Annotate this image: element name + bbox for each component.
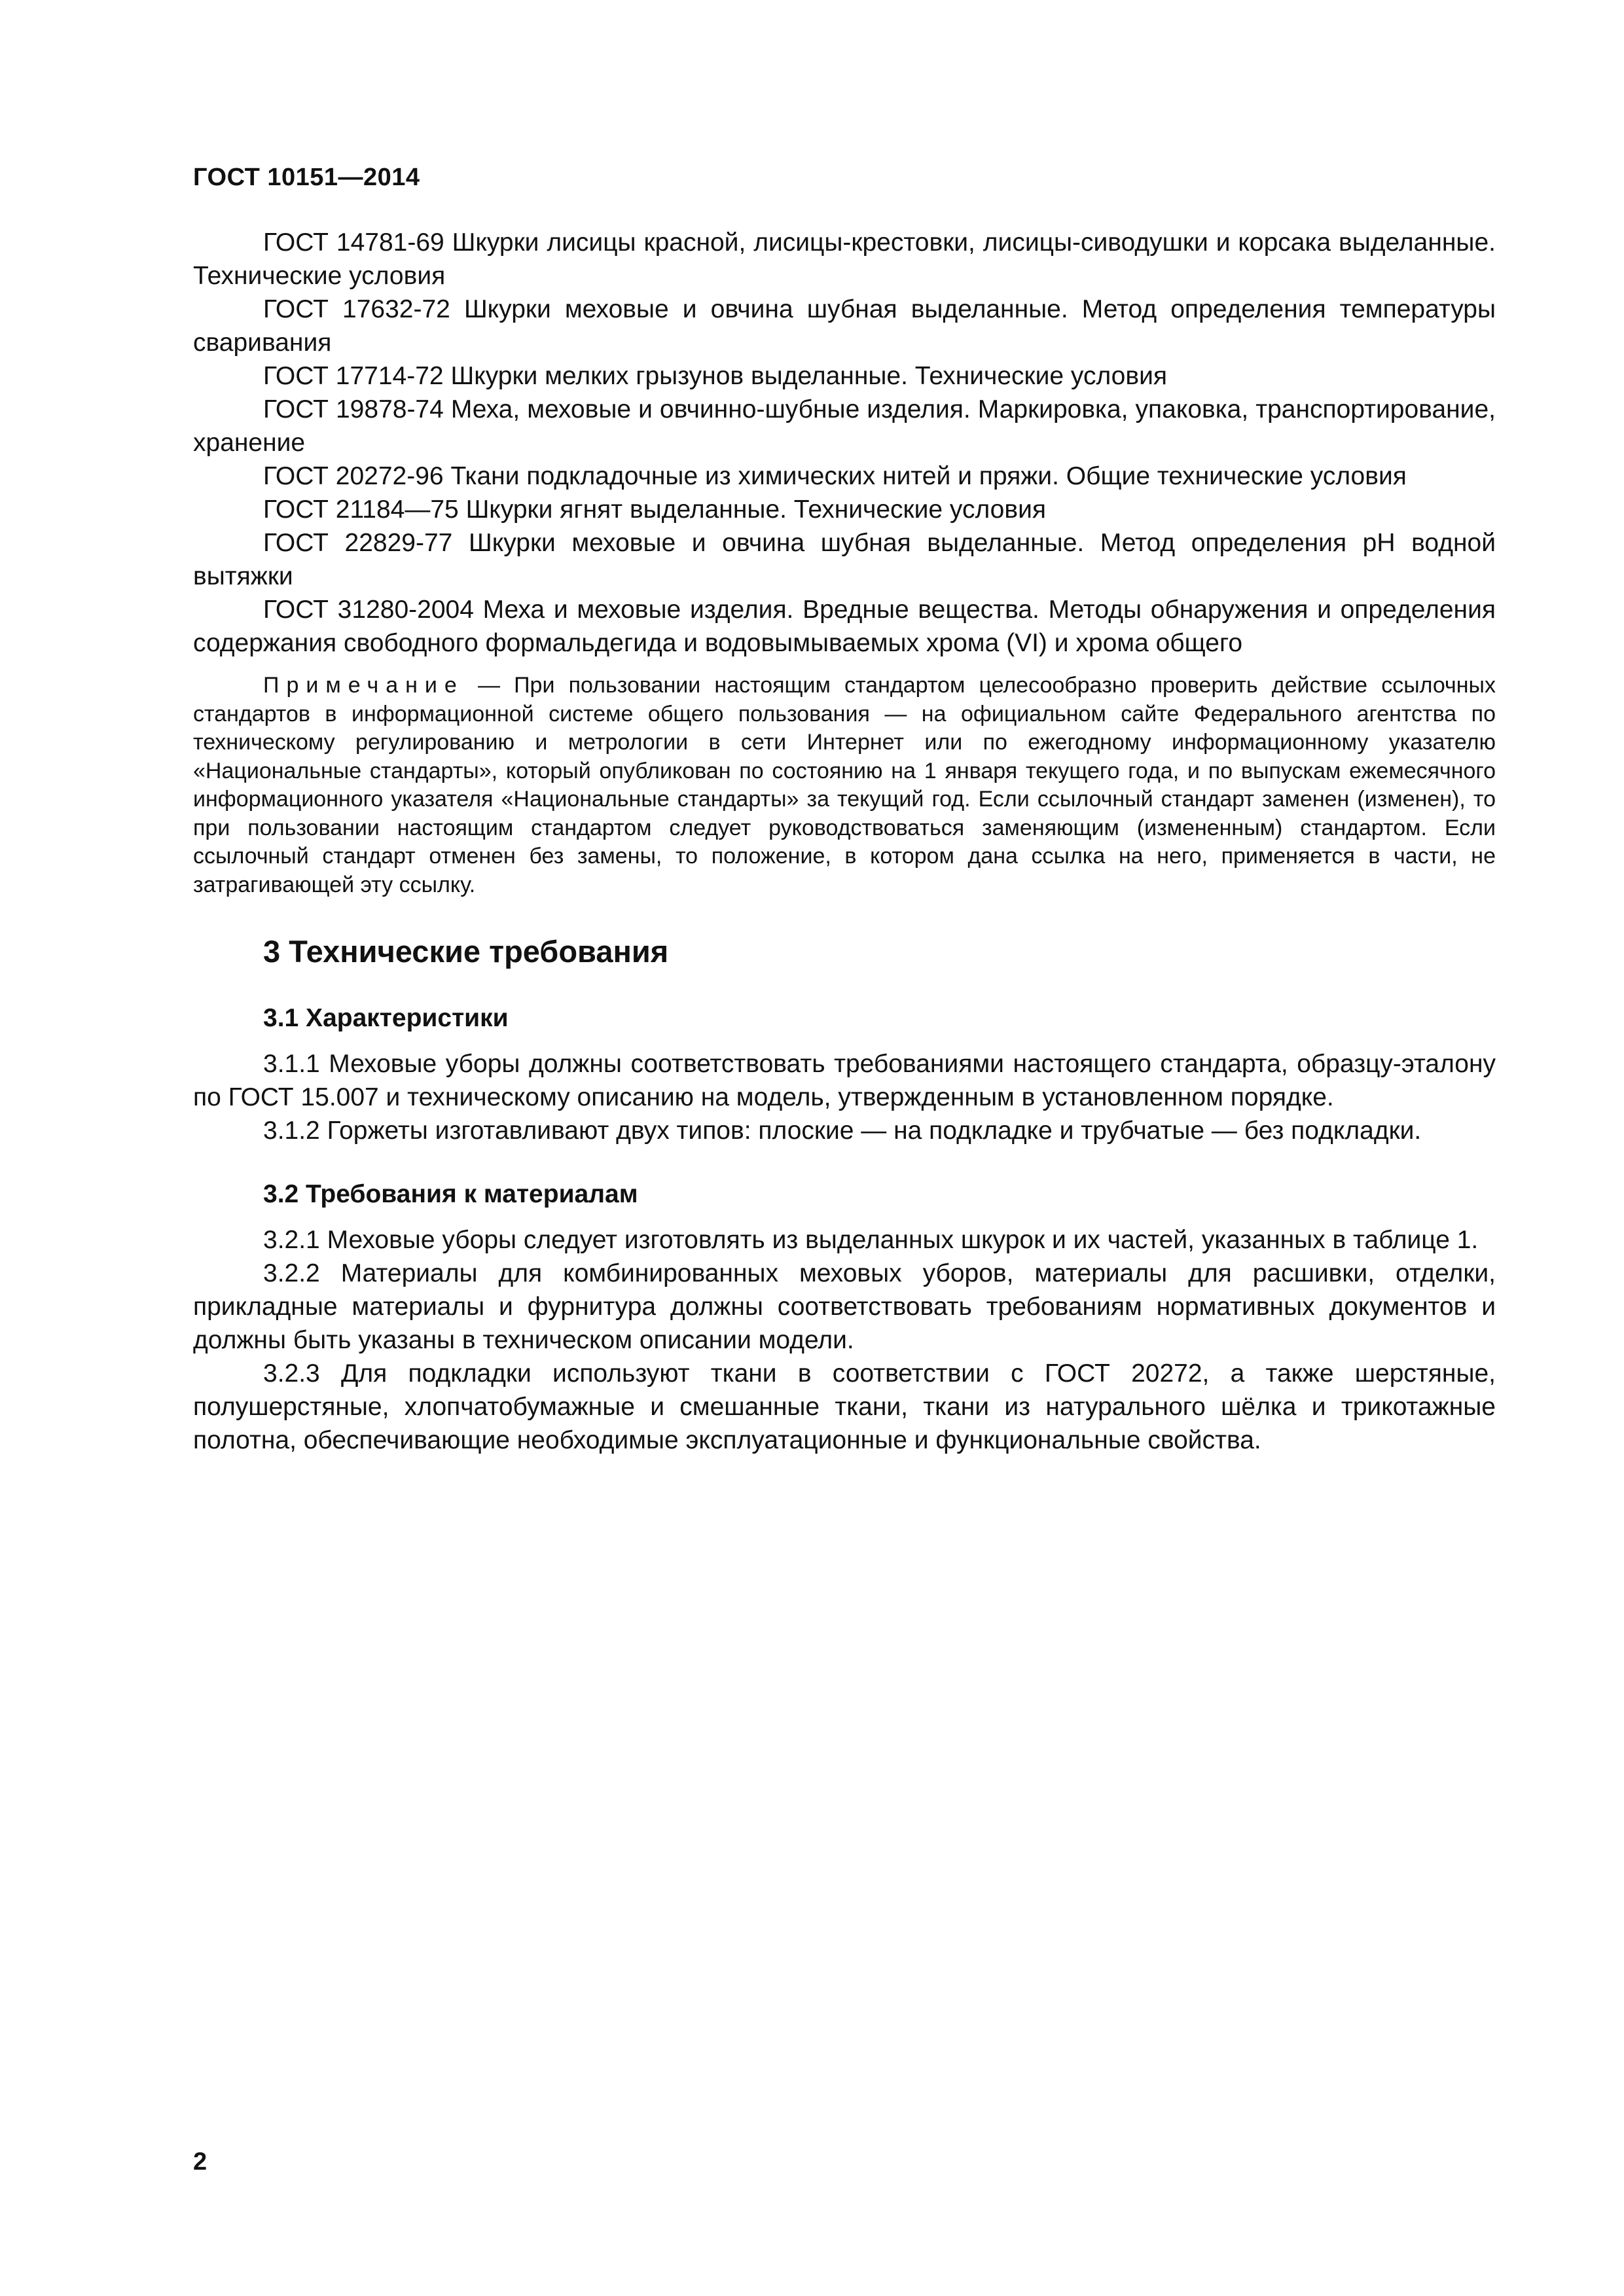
note-label: Примечание	[263, 673, 464, 698]
subsection-title-materials: 3.2 Требования к материалам	[263, 1180, 638, 1208]
reference-item: ГОСТ 17714-72 Шкурки мелких грызунов выделанные. Технические условия	[263, 362, 1167, 390]
clause-paragraph: 3.2.2 Материалы для комбинированных меховых уборов, материалы для расшивки, отделки, прикладные материалы и фурнитура должны соответствовать требованиям нормативных документов и должны быть указаны в техническом описании модели.	[193, 1259, 1496, 1354]
reference-item: ГОСТ 20272-96 Ткани подкладочные из химических нитей и пряжи. Общие технические условия	[263, 462, 1407, 490]
reference-item: ГОСТ 19878-74 Меха, меховые и овчинно-шубные изделия. Маркировка, упаковка, транспортирование, хранение	[193, 395, 1496, 457]
note-text: — При пользовании настоящим стандартом целесообразно проверить действие ссылочных стандартов в информационной системе общего пользования — на официальном сайте Федерального агентства по техническому регулированию и метрологии в сети Интернет или по ежегодному информационному указателю «Национальные стандарты», который опубликован по состоянию на 1 января текущего года, и по выпускам ежемесячного информационного указателя «Национальные стандарты» за текущий год. Если ссылочный стандарт заменен (изменен), то при пользовании настоящим стандартом следует руководствоваться заменяющим (измененным) стандартом. Если ссылочный стандарт отменен без замены, то положение, в котором дана ссылка на него, применяется в части, не затрагивающей эту ссылку.	[193, 673, 1496, 897]
reference-item: ГОСТ 21184—75 Шкурки ягнят выделанные. Технические условия	[263, 495, 1046, 524]
subsection-title-characteristics: 3.1 Характеристики	[263, 1004, 509, 1032]
normative-references-list	[193, 226, 1496, 660]
clause-paragraph: 3.1.2 Горжеты изготавливают двух типов: плоские — на подкладке и трубчатые — без подкладки.	[263, 1117, 1422, 1145]
reference-item: ГОСТ 17632-72 Шкурки меховые и овчина шубная выделанные. Метод определения температуры сваривания	[193, 295, 1496, 357]
page-content	[193, 226, 1496, 1457]
clause-paragraph: 3.2.3 Для подкладки используют ткани в соответствии с ГОСТ 20272, а также шерстяные, полушерстяные, хлопчатобумажные и смешанные ткани, ткани из натурального шёлка и трикотажные полотна, обеспечивающие необходимые эксплуатационные и функциональные свойства.	[193, 1359, 1496, 1454]
page-number: 2	[193, 2148, 208, 2176]
reference-item: ГОСТ 31280-2004 Меха и меховые изделия. Вредные вещества. Методы обнаружения и определения содержания свободного формальдегида и водовымываемых хрома (VI) и хрома общего	[193, 596, 1496, 657]
running-header: ГОСТ 10151—2014	[193, 164, 420, 191]
section-title: 3 Технические требования	[263, 934, 669, 969]
clause-paragraph: 3.2.1 Меховые уборы следует изготовлять из выделанных шкурок и их частей, указанных в таблице 1.	[263, 1226, 1479, 1254]
note-paragraph	[193, 672, 1496, 899]
reference-item: ГОСТ 14781-69 Шкурки лисицы красной, лисицы-крестовки, лисицы-сиводушки и корсака выделанные. Технические условия	[193, 228, 1496, 290]
reference-item: ГОСТ 22829-77 Шкурки меховые и овчина шубная выделанные. Метод определения pH водной вытяжки	[193, 529, 1496, 590]
clause-paragraph: 3.1.1 Меховые уборы должны соответствовать требованиями настоящего стандарта, образцу-эталону по ГОСТ 15.007 и техническому описанию на модель, утвержденным в установленном порядке.	[193, 1050, 1496, 1111]
